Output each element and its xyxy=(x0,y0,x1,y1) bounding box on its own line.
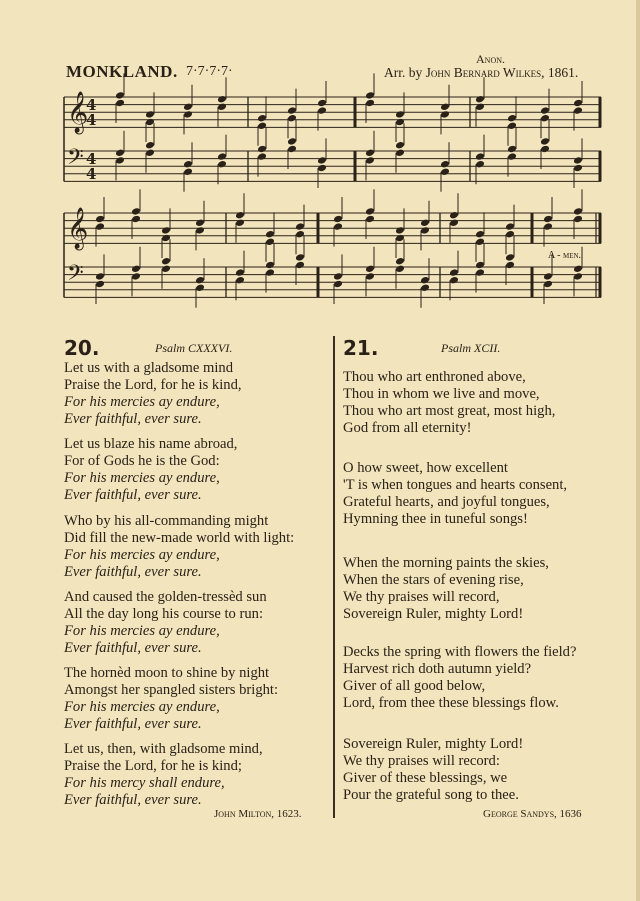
refrain-line: Ever faithful, ever sure. xyxy=(64,564,202,580)
verse-line: Praise the Lord, for he is kind; xyxy=(64,758,242,774)
note-head xyxy=(507,122,517,131)
note-head xyxy=(395,265,405,274)
note-head xyxy=(365,156,375,165)
note-head xyxy=(287,106,297,115)
verse-line: Grateful hearts, and joyful tongues, xyxy=(343,494,550,510)
note-head xyxy=(395,149,405,158)
time-signature: 4 xyxy=(86,96,97,114)
verse-line: Sovereign Ruler, mighty Lord! xyxy=(343,736,524,752)
note-head xyxy=(235,211,245,220)
treble-clef: 𝄞 xyxy=(67,92,89,133)
note-head xyxy=(183,168,193,177)
verse-line: O how sweet, how excellent xyxy=(343,460,508,476)
note-head xyxy=(573,99,583,108)
note-head xyxy=(217,160,227,169)
note-head xyxy=(317,106,327,115)
note-head xyxy=(573,265,583,274)
note-head xyxy=(195,284,205,293)
note-head xyxy=(475,103,485,112)
verse-line: Pour the grateful song to thee. xyxy=(343,787,519,803)
note-head xyxy=(505,230,515,239)
note-head xyxy=(365,207,375,216)
note-head xyxy=(235,219,245,228)
stanza xyxy=(64,513,294,581)
note-head xyxy=(131,215,141,224)
note-head xyxy=(420,226,430,235)
note-head xyxy=(475,230,485,239)
verse-line: Praise the Lord, for he is kind, xyxy=(64,377,242,393)
note-head xyxy=(449,219,459,228)
note-head xyxy=(183,110,193,119)
note-head xyxy=(365,215,375,224)
verse-line: Giver of these blessings, we xyxy=(343,770,508,786)
column-divider xyxy=(333,336,335,818)
note-head xyxy=(505,261,515,270)
music-score xyxy=(0,0,640,320)
note-head xyxy=(475,261,485,270)
note-head xyxy=(395,118,405,127)
note-head xyxy=(365,265,375,274)
note-head xyxy=(449,276,459,285)
note-head xyxy=(287,145,297,154)
refrain-line: Ever faithful, ever sure. xyxy=(64,640,202,656)
note-head xyxy=(131,265,141,274)
refrain-line: For his mercies ay endure, xyxy=(64,394,220,410)
arranger-name: John Bernard Wilkes, 1861. xyxy=(425,65,579,80)
stanza xyxy=(64,360,242,428)
verse-line: Harvest rich doth autumn yield? xyxy=(343,661,532,677)
note-head xyxy=(507,145,517,154)
note-head xyxy=(540,145,550,154)
note-head xyxy=(420,219,430,228)
note-head xyxy=(333,222,343,231)
note-head xyxy=(161,234,171,243)
stanza xyxy=(343,736,523,804)
verse-line: 'T is when tongues and hearts consent, xyxy=(343,477,568,493)
note-head xyxy=(333,272,343,281)
note-head xyxy=(145,149,155,158)
note-head xyxy=(543,280,553,289)
verse-line: The hornèd moon to shine by night xyxy=(64,665,270,681)
note-head xyxy=(115,99,125,108)
verse-line: Let us blaze his name abroad, xyxy=(64,436,238,452)
note-head xyxy=(543,272,553,281)
note-head xyxy=(161,265,171,274)
note-head xyxy=(265,230,275,239)
verse-line: God from all eternity! xyxy=(343,420,472,436)
refrain-line: Ever faithful, ever sure. xyxy=(64,792,202,808)
note-head xyxy=(543,222,553,231)
verse-line: Amongst her spangled sisters bright: xyxy=(64,682,279,698)
verse-line: Thou in whom we live and move, xyxy=(343,386,540,402)
refrain-line: For his mercies ay endure, xyxy=(64,470,220,486)
verse-line: For of Gods he is the God: xyxy=(64,453,220,469)
tune-name: MONKLAND. xyxy=(66,62,178,81)
note-head xyxy=(295,253,305,262)
note-head xyxy=(145,141,155,150)
stanza xyxy=(343,460,567,528)
verse-line: We thy praises will record: xyxy=(343,753,500,769)
note-head xyxy=(131,272,141,281)
time-signature: 4 xyxy=(86,165,97,183)
note-head xyxy=(573,164,583,173)
amen-label: A - men. xyxy=(548,250,582,261)
note-head xyxy=(365,91,375,100)
note-head xyxy=(365,149,375,158)
note-head xyxy=(543,215,553,224)
note-head xyxy=(287,114,297,123)
arranger-prefix: Arr. by xyxy=(384,65,423,80)
note-head xyxy=(395,110,405,119)
note-head xyxy=(145,110,155,119)
stanza xyxy=(343,555,549,623)
note-head xyxy=(265,238,275,247)
note-head xyxy=(395,141,405,150)
hymn-20-author: John Milton, 1623. xyxy=(214,808,302,820)
note-head xyxy=(395,234,405,243)
note-head xyxy=(95,222,105,231)
verse-line: Giver of all good below, xyxy=(343,678,486,694)
note-head xyxy=(287,137,297,146)
note-head xyxy=(573,156,583,165)
treble-clef: 𝄞 xyxy=(67,208,89,249)
note-head xyxy=(440,168,450,177)
note-head xyxy=(420,276,430,285)
stanza xyxy=(343,369,555,437)
note-head xyxy=(507,114,517,123)
note-head xyxy=(183,160,193,169)
note-head xyxy=(317,156,327,165)
note-head xyxy=(115,91,125,100)
note-head xyxy=(115,149,125,158)
note-head xyxy=(317,99,327,108)
note-head xyxy=(540,137,550,146)
refrain-line: For his mercies ay endure, xyxy=(64,699,220,715)
hymn-number-21: 21. xyxy=(343,336,379,360)
verse-line: Lord, from thee these blessings flow. xyxy=(343,695,559,711)
note-head xyxy=(257,152,267,161)
stanza xyxy=(64,741,263,809)
stanza xyxy=(343,644,576,712)
bass-clef: 𝄢 xyxy=(67,261,84,291)
refrain-line: For his mercy shall endure, xyxy=(64,775,225,791)
note-head xyxy=(161,226,171,235)
note-head xyxy=(183,103,193,112)
note-head xyxy=(295,222,305,231)
words-by: Anon. xyxy=(476,52,505,66)
note-head xyxy=(317,164,327,173)
refrain-line: Ever faithful, ever sure. xyxy=(64,487,202,503)
hymn-21-author: George Sandys, 1636 xyxy=(483,808,582,820)
note-head xyxy=(475,152,485,161)
note-head xyxy=(95,280,105,289)
note-head xyxy=(449,211,459,220)
note-head xyxy=(573,106,583,115)
verse-line: When the stars of evening rise, xyxy=(343,572,524,588)
note-head xyxy=(257,145,267,154)
verse-line: Decks the spring with flowers the field? xyxy=(343,644,577,660)
note-head xyxy=(475,238,485,247)
note-head xyxy=(217,103,227,112)
note-head xyxy=(507,152,517,161)
note-head xyxy=(265,268,275,277)
note-head xyxy=(440,160,450,169)
verse-line: Sovereign Ruler, mighty Lord! xyxy=(343,606,524,622)
note-head xyxy=(295,261,305,270)
stanza xyxy=(64,665,278,733)
note-head xyxy=(115,156,125,165)
stanza xyxy=(64,589,267,657)
refrain-line: Ever faithful, ever sure. xyxy=(64,411,202,427)
note-head xyxy=(257,114,267,123)
note-head xyxy=(333,215,343,224)
note-head xyxy=(395,226,405,235)
verse-line: Thou who art most great, most high, xyxy=(343,403,556,419)
verse-line: Thou who art enthroned above, xyxy=(343,369,526,385)
refrain-line: For his mercies ay endure, xyxy=(64,547,220,563)
note-head xyxy=(475,95,485,104)
note-head xyxy=(95,272,105,281)
note-head xyxy=(217,152,227,161)
note-head xyxy=(235,268,245,277)
verse-line: Let us with a gladsome mind xyxy=(64,360,234,376)
hymn-source-20: Psalm CXXXVI. xyxy=(155,341,233,355)
note-head xyxy=(195,226,205,235)
hymn-source-21: Psalm XCII. xyxy=(441,341,501,355)
note-head xyxy=(195,276,205,285)
hymn-number-20: 20. xyxy=(64,336,100,360)
note-head xyxy=(540,114,550,123)
note-head xyxy=(540,106,550,115)
refrain-line: Ever faithful, ever sure. xyxy=(64,716,202,732)
bass-clef: 𝄢 xyxy=(67,145,84,175)
note-head xyxy=(131,207,141,216)
note-head xyxy=(365,272,375,281)
tune-meter: 7·7·7·7· xyxy=(186,64,233,79)
note-head xyxy=(145,118,155,127)
note-head xyxy=(295,230,305,239)
note-head xyxy=(257,122,267,131)
note-head xyxy=(265,261,275,270)
note-head xyxy=(395,257,405,266)
note-head xyxy=(161,257,171,266)
page-edge xyxy=(636,0,640,901)
note-head xyxy=(420,284,430,293)
note-head xyxy=(440,103,450,112)
verse-line: When the morning paints the skies, xyxy=(343,555,549,571)
refrain-line: For his mercies ay endure, xyxy=(64,623,220,639)
note-head xyxy=(449,268,459,277)
verse-line: Did fill the new-made world with light: xyxy=(64,530,295,546)
note-head xyxy=(475,160,485,169)
note-head xyxy=(365,99,375,108)
note-head xyxy=(333,280,343,289)
note-head xyxy=(195,219,205,228)
time-signature: 4 xyxy=(86,111,97,129)
verse-line: Who by his all-commanding might xyxy=(64,513,269,529)
verse-line: Let us, then, with gladsome mind, xyxy=(64,741,263,757)
note-head xyxy=(475,268,485,277)
stanza xyxy=(64,436,237,504)
note-head xyxy=(573,207,583,216)
note-head xyxy=(95,215,105,224)
note-head xyxy=(505,222,515,231)
verse-line: Hymning thee in tuneful songs! xyxy=(343,511,528,527)
verse-line: We thy praises will record, xyxy=(343,589,500,605)
note-head xyxy=(235,276,245,285)
note-head xyxy=(217,95,227,104)
note-head xyxy=(440,110,450,119)
time-signature: 4 xyxy=(86,150,97,168)
note-head xyxy=(573,215,583,224)
verse-line: And caused the golden-tressèd sun xyxy=(64,589,267,605)
verse-line: All the day long his course to run: xyxy=(64,606,264,622)
note-head xyxy=(505,253,515,262)
note-head xyxy=(573,272,583,281)
